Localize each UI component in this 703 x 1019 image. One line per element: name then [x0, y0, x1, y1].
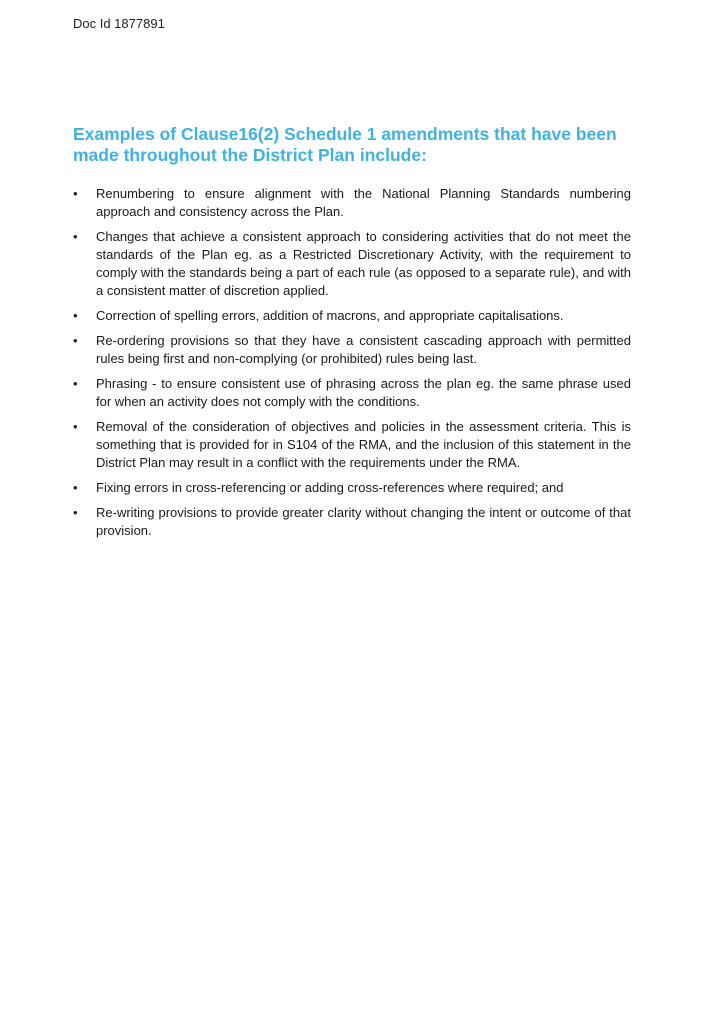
bullet-icon: •	[73, 186, 78, 201]
bullet-icon: •	[73, 376, 78, 391]
list-item-text: Phrasing - to ensure consistent use of phrasing across the plan eg. the same phrase used for when an activity does not comply with the conditions.	[96, 376, 631, 409]
bullet-icon: •	[73, 419, 78, 434]
bullet-icon: •	[73, 333, 78, 348]
section-heading: Examples of Clause16(2) Schedule 1 amendments that have been made throughout the District Plan include:	[73, 124, 617, 165]
list-item-text: Correction of spelling errors, addition of macrons, and appropriate capitalisations.	[96, 308, 564, 323]
bullet-icon: •	[73, 308, 78, 323]
amendments-list	[73, 185, 631, 547]
list-item-text: Re-ordering provisions so that they have a consistent cascading approach with permitted rules being first and non-complying (or prohibited) rules being last.	[96, 333, 631, 366]
list-item	[73, 479, 631, 497]
list-item-text: Re-writing provisions to provide greater clarity without changing the intent or outcome of that provision.	[96, 505, 631, 538]
list-item	[73, 228, 631, 300]
bullet-icon: •	[73, 229, 78, 244]
list-item-text: Renumbering to ensure alignment with the National Planning Standards numbering approach and consistency across the Plan.	[96, 186, 631, 219]
list-item	[73, 307, 631, 325]
list-item	[73, 332, 631, 368]
list-item	[73, 418, 631, 472]
bullet-icon: •	[73, 505, 78, 520]
list-item-text: Changes that achieve a consistent approach to considering activities that do not meet the standards of the Plan eg. as a Restricted Discretionary Activity, with the requirement to comply with the standards being a part of each rule (as opposed to a separate rule), and with a consistent matter of discretion applied.	[96, 229, 631, 298]
list-item-text: Fixing errors in cross-referencing or adding cross-references where required; and	[96, 480, 564, 495]
list-item	[73, 504, 631, 540]
list-item	[73, 375, 631, 411]
bullet-icon: •	[73, 480, 78, 495]
list-item-text: Removal of the consideration of objectives and policies in the assessment criteria. This is something that is provided for in S104 of the RMA, and the inclusion of this statement in the District Plan may result in a conflict with the requirements under the RMA.	[96, 419, 631, 470]
doc-id: Doc Id 1877891	[73, 16, 165, 31]
list-item	[73, 185, 631, 221]
